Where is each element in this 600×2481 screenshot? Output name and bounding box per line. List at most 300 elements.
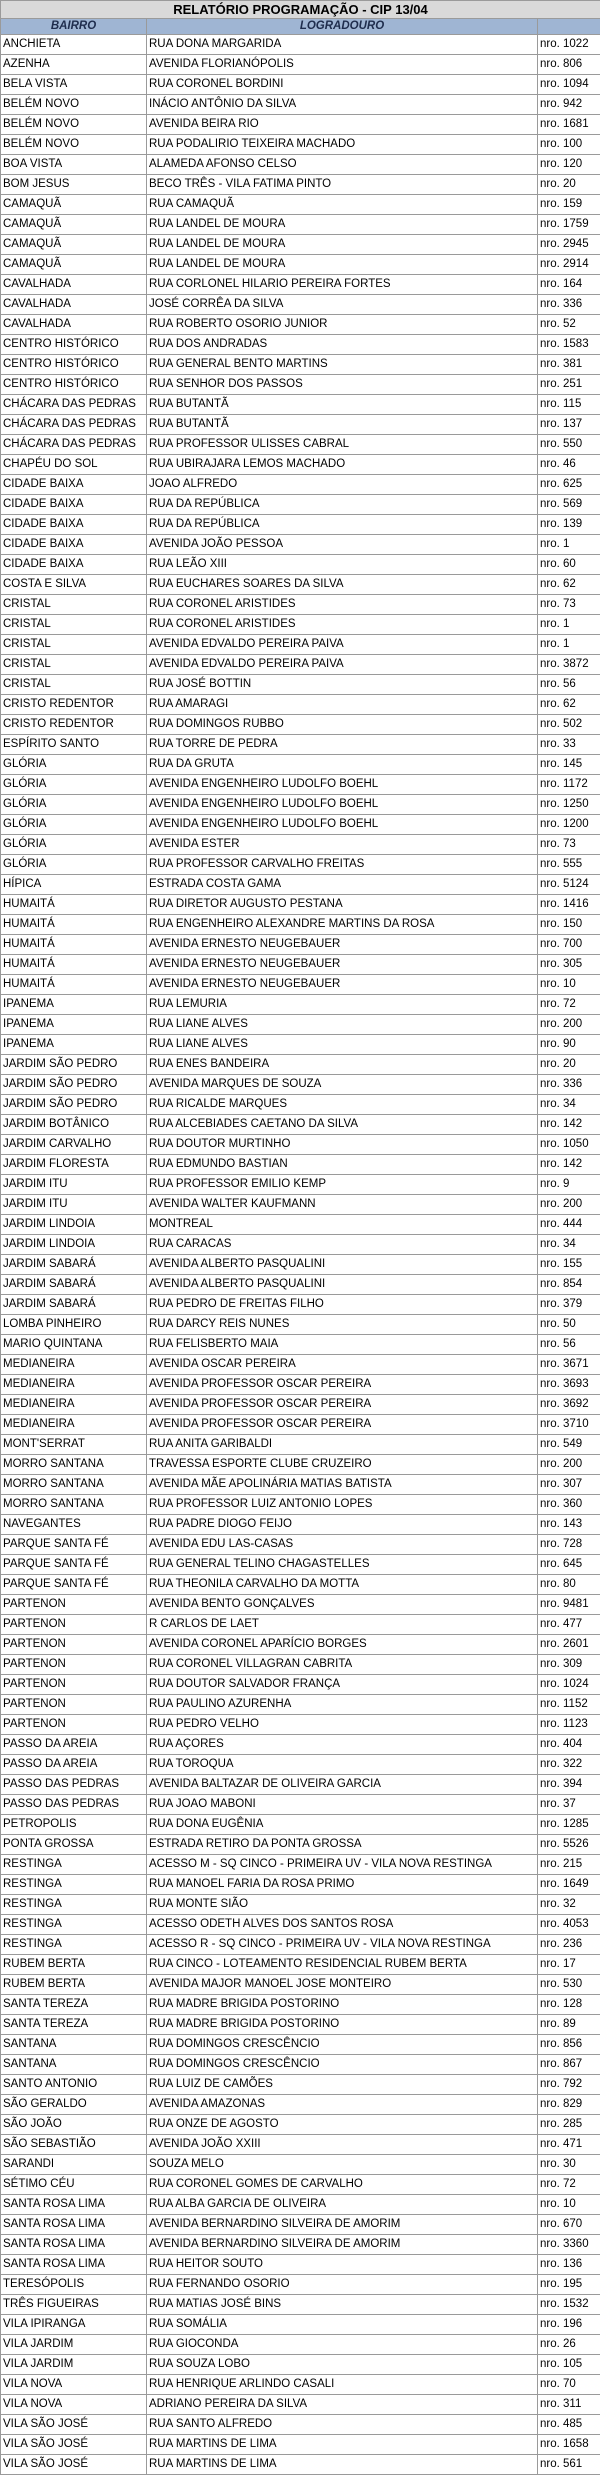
- cell-bairro: MORRO SANTANA: [1, 1475, 147, 1495]
- table-row: [1, 2415, 600, 2435]
- cell-numero: nro. 625: [538, 475, 600, 495]
- cell-bairro: PARTENON: [1, 1715, 147, 1735]
- cell-logradouro: RUA HEITOR SOUTO: [147, 2255, 538, 2275]
- cell-numero: nro. 444: [538, 1215, 600, 1235]
- cell-numero: nro. 89: [538, 2015, 600, 2035]
- cell-logradouro: RUA ROBERTO OSORIO JUNIOR: [147, 315, 538, 335]
- cell-bairro: GLÓRIA: [1, 755, 147, 775]
- cell-bairro: CHÁCARA DAS PEDRAS: [1, 415, 147, 435]
- cell-logradouro: RUA MATIAS JOSÉ BINS: [147, 2295, 538, 2315]
- cell-numero: nro. 62: [538, 575, 600, 595]
- cell-bairro: IPANEMA: [1, 995, 147, 1015]
- cell-numero: nro. 1123: [538, 1715, 600, 1735]
- cell-bairro: JARDIM ITU: [1, 1175, 147, 1195]
- cell-logradouro: RUA DOUTOR MURTINHO: [147, 1135, 538, 1155]
- cell-bairro: PETROPOLIS: [1, 1815, 147, 1835]
- cell-numero: nro. 30: [538, 2155, 600, 2175]
- table-row: [1, 575, 600, 595]
- cell-numero: nro. 379: [538, 1295, 600, 1315]
- table-row: [1, 775, 600, 795]
- table-row: [1, 175, 600, 195]
- cell-numero: nro. 100: [538, 135, 600, 155]
- cell-logradouro: RUA CORONEL ARISTIDES: [147, 595, 538, 615]
- column-header-logradouro: LOGRADOURO: [147, 19, 538, 35]
- cell-bairro: SANTA ROSA LIMA: [1, 2235, 147, 2255]
- cell-logradouro: AVENIDA ENGENHEIRO LUDOLFO BOEHL: [147, 815, 538, 835]
- cell-bairro: SANTANA: [1, 2035, 147, 2055]
- cell-bairro: SANTA TEREZA: [1, 2015, 147, 2035]
- cell-bairro: PARQUE SANTA FÉ: [1, 1555, 147, 1575]
- table-row: [1, 1035, 600, 1055]
- cell-logradouro: RUA DARCY REIS NUNES: [147, 1315, 538, 1335]
- cell-numero: nro. 394: [538, 1775, 600, 1795]
- cell-bairro: CENTRO HISTÓRICO: [1, 335, 147, 355]
- table-row: [1, 95, 600, 115]
- cell-logradouro: RUA GENERAL TELINO CHAGASTELLES: [147, 1555, 538, 1575]
- cell-bairro: JARDIM SÃO PEDRO: [1, 1095, 147, 1115]
- cell-bairro: SANTA ROSA LIMA: [1, 2195, 147, 2215]
- cell-bairro: JARDIM BOTÂNICO: [1, 1115, 147, 1135]
- cell-bairro: RESTINGA: [1, 1895, 147, 1915]
- table-row: [1, 135, 600, 155]
- table-row: [1, 1355, 600, 1375]
- table-row: [1, 895, 600, 915]
- cell-bairro: PARTENON: [1, 1675, 147, 1695]
- cell-logradouro: RUA GENERAL BENTO MARTINS: [147, 355, 538, 375]
- cell-logradouro: RUA LIANE ALVES: [147, 1035, 538, 1055]
- table-row: [1, 1635, 600, 1655]
- table-row: [1, 1995, 600, 2015]
- cell-bairro: CHÁCARA DAS PEDRAS: [1, 435, 147, 455]
- cell-numero: nro. 1022: [538, 35, 600, 55]
- cell-numero: nro. 2601: [538, 1635, 600, 1655]
- cell-numero: nro. 46: [538, 455, 600, 475]
- cell-numero: nro. 1: [538, 615, 600, 635]
- cell-logradouro: INÁCIO ANTÔNIO DA SILVA: [147, 95, 538, 115]
- cell-numero: nro. 728: [538, 1535, 600, 1555]
- cell-bairro: SANTO ANTONIO: [1, 2075, 147, 2095]
- cell-bairro: SANTA TEREZA: [1, 1995, 147, 2015]
- cell-bairro: RESTINGA: [1, 1935, 147, 1955]
- cell-logradouro: RUA PODALIRIO TEIXEIRA MACHADO: [147, 135, 538, 155]
- cell-bairro: RESTINGA: [1, 1875, 147, 1895]
- cell-logradouro: RUA PADRE DIOGO FEIJO: [147, 1515, 538, 1535]
- cell-logradouro: RUA DONA MARGARIDA: [147, 35, 538, 55]
- cell-logradouro: RUA DOS ANDRADAS: [147, 335, 538, 355]
- cell-numero: nro. 73: [538, 595, 600, 615]
- cell-logradouro: AVENIDA ALBERTO PASQUALINI: [147, 1275, 538, 1295]
- table-row: [1, 2315, 600, 2335]
- cell-logradouro: RUA DOMINGOS CRESCÊNCIO: [147, 2055, 538, 2075]
- table-row: [1, 915, 600, 935]
- cell-logradouro: AVENIDA EDU LAS-CASAS: [147, 1535, 538, 1555]
- cell-bairro: MEDIANEIRA: [1, 1355, 147, 1375]
- cell-logradouro: ADRIANO PEREIRA DA SILVA: [147, 2395, 538, 2415]
- cell-numero: nro. 73: [538, 835, 600, 855]
- cell-numero: nro. 1200: [538, 815, 600, 835]
- table-row: [1, 1835, 600, 1855]
- cell-bairro: PARTENON: [1, 1695, 147, 1715]
- cell-bairro: CENTRO HISTÓRICO: [1, 355, 147, 375]
- cell-numero: nro. 115: [538, 395, 600, 415]
- cell-logradouro: RUA ENGENHEIRO ALEXANDRE MARTINS DA ROSA: [147, 915, 538, 935]
- cell-logradouro: AVENIDA ERNESTO NEUGEBAUER: [147, 955, 538, 975]
- cell-logradouro: RUA ANITA GARIBALDI: [147, 1435, 538, 1455]
- cell-bairro: ANCHIETA: [1, 35, 147, 55]
- cell-bairro: JARDIM SÃO PEDRO: [1, 1055, 147, 1075]
- cell-logradouro: ACESSO R - SQ CINCO - PRIMEIRA UV - VILA NOVA RESTINGA: [147, 1935, 538, 1955]
- cell-logradouro: RUA CORLONEL HILARIO PEREIRA FORTES: [147, 275, 538, 295]
- cell-numero: nro. 471: [538, 2135, 600, 2155]
- cell-bairro: MORRO SANTANA: [1, 1495, 147, 1515]
- cell-numero: nro. 285: [538, 2115, 600, 2135]
- table-row: [1, 2455, 600, 2475]
- table-row: [1, 1855, 600, 1875]
- cell-logradouro: RUA PAULINO AZURENHA: [147, 1695, 538, 1715]
- cell-logradouro: ACESSO M - SQ CINCO - PRIMEIRA UV - VILA NOVA RESTINGA: [147, 1855, 538, 1875]
- cell-logradouro: AVENIDA WALTER KAUFMANN: [147, 1195, 538, 1215]
- table-row: [1, 1055, 600, 1075]
- cell-numero: nro. 530: [538, 1975, 600, 1995]
- cell-bairro: CIDADE BAIXA: [1, 495, 147, 515]
- cell-logradouro: RUA DONA EUGÊNIA: [147, 1815, 538, 1835]
- cell-numero: nro. 34: [538, 1235, 600, 1255]
- table-row: [1, 255, 600, 275]
- table-row: [1, 1175, 600, 1195]
- cell-bairro: BELÉM NOVO: [1, 135, 147, 155]
- table-row: [1, 1335, 600, 1355]
- cell-bairro: CRISTO REDENTOR: [1, 695, 147, 715]
- cell-numero: nro. 164: [538, 275, 600, 295]
- cell-logradouro: RUA LUIZ DE CAMÕES: [147, 2075, 538, 2095]
- cell-logradouro: MONTREAL: [147, 1215, 538, 1235]
- cell-numero: nro. 1: [538, 635, 600, 655]
- cell-logradouro: AVENIDA MARQUES DE SOUZA: [147, 1075, 538, 1095]
- cell-numero: nro. 1583: [538, 335, 600, 355]
- cell-bairro: PARTENON: [1, 1595, 147, 1615]
- cell-bairro: PASSO DAS PEDRAS: [1, 1775, 147, 1795]
- cell-bairro: BELA VISTA: [1, 75, 147, 95]
- cell-numero: nro. 128: [538, 1995, 600, 2015]
- cell-bairro: CAVALHADA: [1, 315, 147, 335]
- table-row: [1, 1075, 600, 1095]
- cell-bairro: HUMAITÁ: [1, 915, 147, 935]
- cell-logradouro: RUA LANDEL DE MOURA: [147, 235, 538, 255]
- cell-logradouro: RUA TORRE DE PEDRA: [147, 735, 538, 755]
- cell-bairro: BELÉM NOVO: [1, 95, 147, 115]
- table-row: [1, 2115, 600, 2135]
- cell-bairro: HUMAITÁ: [1, 955, 147, 975]
- cell-bairro: CRISTO REDENTOR: [1, 715, 147, 735]
- table-row: [1, 1375, 600, 1395]
- cell-numero: nro. 26: [538, 2335, 600, 2355]
- cell-bairro: CAMAQUÃ: [1, 215, 147, 235]
- cell-logradouro: RUA PROFESSOR ULISSES CABRAL: [147, 435, 538, 455]
- cell-bairro: CENTRO HISTÓRICO: [1, 375, 147, 395]
- cell-numero: nro. 477: [538, 1615, 600, 1635]
- table-row: [1, 375, 600, 395]
- table-row: [1, 2295, 600, 2315]
- table-row: [1, 2355, 600, 2375]
- cell-numero: nro. 1152: [538, 1695, 600, 1715]
- cell-logradouro: RUA JOAO MABONI: [147, 1795, 538, 1815]
- cell-numero: nro. 856: [538, 2035, 600, 2055]
- table-row: [1, 215, 600, 235]
- cell-bairro: PARTENON: [1, 1635, 147, 1655]
- cell-numero: nro. 1649: [538, 1875, 600, 1895]
- table-row: [1, 35, 600, 55]
- cell-numero: nro. 20: [538, 175, 600, 195]
- cell-numero: nro. 1094: [538, 75, 600, 95]
- cell-numero: nro. 1681: [538, 115, 600, 135]
- cell-bairro: PASSO DA AREIA: [1, 1755, 147, 1775]
- cell-logradouro: AVENIDA ALBERTO PASQUALINI: [147, 1255, 538, 1275]
- table-row: [1, 1915, 600, 1935]
- table-row: [1, 475, 600, 495]
- table-row: [1, 1975, 600, 1995]
- cell-logradouro: RUA CORONEL ARISTIDES: [147, 615, 538, 635]
- cell-logradouro: RUA MADRE BRIGIDA POSTORINO: [147, 2015, 538, 2035]
- cell-bairro: SÉTIMO CÉU: [1, 2175, 147, 2195]
- cell-bairro: VILA SÃO JOSÉ: [1, 2435, 147, 2455]
- cell-bairro: CRISTAL: [1, 635, 147, 655]
- cell-numero: nro. 62: [538, 695, 600, 715]
- cell-numero: nro. 236: [538, 1935, 600, 1955]
- cell-bairro: GLÓRIA: [1, 775, 147, 795]
- cell-logradouro: ESTRADA COSTA GAMA: [147, 875, 538, 895]
- cell-bairro: PARQUE SANTA FÉ: [1, 1535, 147, 1555]
- table-row: [1, 595, 600, 615]
- table-row: [1, 435, 600, 455]
- cell-numero: nro. 550: [538, 435, 600, 455]
- cell-bairro: CAMAQUÃ: [1, 255, 147, 275]
- table-row: [1, 2395, 600, 2415]
- cell-numero: nro. 56: [538, 1335, 600, 1355]
- table-row: [1, 1575, 600, 1595]
- cell-numero: nro. 806: [538, 55, 600, 75]
- cell-logradouro: RUA DA REPÚBLICA: [147, 515, 538, 535]
- cell-numero: nro. 9481: [538, 1595, 600, 1615]
- table-row: [1, 1695, 600, 1715]
- cell-logradouro: RUA AÇORES: [147, 1735, 538, 1755]
- cell-bairro: JARDIM CARVALHO: [1, 1135, 147, 1155]
- cell-logradouro: JOSÉ CORRÊA DA SILVA: [147, 295, 538, 315]
- cell-logradouro: RUA ALBA GARCIA DE OLIVEIRA: [147, 2195, 538, 2215]
- cell-logradouro: RUA DOMINGOS CRESCÊNCIO: [147, 2035, 538, 2055]
- cell-logradouro: ESTRADA RETIRO DA PONTA GROSSA: [147, 1835, 538, 1855]
- cell-logradouro: RUA SOMÁLIA: [147, 2315, 538, 2335]
- cell-logradouro: AVENIDA CORONEL APARÍCIO BORGES: [147, 1635, 538, 1655]
- cell-numero: nro. 33: [538, 735, 600, 755]
- cell-numero: nro. 502: [538, 715, 600, 735]
- table-row: [1, 935, 600, 955]
- cell-logradouro: RUA EUCHARES SOARES DA SILVA: [147, 575, 538, 595]
- table-row: [1, 1675, 600, 1695]
- cell-numero: nro. 195: [538, 2275, 600, 2295]
- cell-bairro: RESTINGA: [1, 1915, 147, 1935]
- cell-bairro: BOM JESUS: [1, 175, 147, 195]
- cell-bairro: JARDIM SABARÁ: [1, 1255, 147, 1275]
- cell-numero: nro. 322: [538, 1755, 600, 1775]
- table-row: [1, 1155, 600, 1175]
- table-row: [1, 2095, 600, 2115]
- cell-logradouro: AVENIDA ERNESTO NEUGEBAUER: [147, 935, 538, 955]
- table-row: [1, 335, 600, 355]
- cell-bairro: MEDIANEIRA: [1, 1395, 147, 1415]
- column-header-bairro: BAIRRO: [1, 19, 147, 35]
- cell-bairro: PONTA GROSSA: [1, 1835, 147, 1855]
- cell-bairro: MEDIANEIRA: [1, 1415, 147, 1435]
- table-row: [1, 515, 600, 535]
- cell-logradouro: AVENIDA ENGENHEIRO LUDOLFO BOEHL: [147, 775, 538, 795]
- cell-numero: nro. 1050: [538, 1135, 600, 1155]
- cell-numero: nro. 145: [538, 755, 600, 775]
- cell-bairro: VILA NOVA: [1, 2375, 147, 2395]
- cell-numero: nro. 2945: [538, 235, 600, 255]
- cell-logradouro: AVENIDA EDVALDO PEREIRA PAIVA: [147, 635, 538, 655]
- table-row: [1, 735, 600, 755]
- cell-bairro: HÍPICA: [1, 875, 147, 895]
- table-row: [1, 955, 600, 975]
- cell-logradouro: RUA PEDRO DE FREITAS FILHO: [147, 1295, 538, 1315]
- cell-logradouro: RUA CINCO - LOTEAMENTO RESIDENCIAL RUBEM BERTA: [147, 1955, 538, 1975]
- cell-logradouro: AVENIDA PROFESSOR OSCAR PEREIRA: [147, 1395, 538, 1415]
- cell-bairro: JARDIM ITU: [1, 1195, 147, 1215]
- cell-logradouro: AVENIDA FLORIANÓPOLIS: [147, 55, 538, 75]
- cell-bairro: CRISTAL: [1, 615, 147, 635]
- cell-numero: nro. 200: [538, 1195, 600, 1215]
- cell-numero: nro. 72: [538, 2175, 600, 2195]
- table-row: [1, 195, 600, 215]
- cell-bairro: CIDADE BAIXA: [1, 555, 147, 575]
- cell-numero: nro. 1416: [538, 895, 600, 915]
- cell-numero: nro. 309: [538, 1655, 600, 1675]
- cell-logradouro: RUA ENES BANDEIRA: [147, 1055, 538, 1075]
- table-row: [1, 1015, 600, 1035]
- cell-numero: nro. 2914: [538, 255, 600, 275]
- table-row: [1, 1935, 600, 1955]
- cell-numero: nro. 1172: [538, 775, 600, 795]
- table-row: [1, 415, 600, 435]
- cell-logradouro: RUA FELISBERTO MAIA: [147, 1335, 538, 1355]
- report-title: RELATÓRIO PROGRAMAÇÃO - CIP 13/04: [1, 1, 600, 19]
- cell-logradouro: RUA LEMURIA: [147, 995, 538, 1015]
- cell-logradouro: RUA THEONILA CARVALHO DA MOTTA: [147, 1575, 538, 1595]
- cell-bairro: JARDIM SABARÁ: [1, 1295, 147, 1315]
- cell-bairro: IPANEMA: [1, 1035, 147, 1055]
- cell-numero: nro. 70: [538, 2375, 600, 2395]
- table-row: [1, 1215, 600, 1235]
- cell-numero: nro. 1759: [538, 215, 600, 235]
- cell-numero: nro. 120: [538, 155, 600, 175]
- cell-bairro: JARDIM LINDOIA: [1, 1215, 147, 1235]
- cell-numero: nro. 404: [538, 1735, 600, 1755]
- cell-logradouro: AVENIDA EDVALDO PEREIRA PAIVA: [147, 655, 538, 675]
- cell-numero: nro. 37: [538, 1795, 600, 1815]
- table-row: [1, 1255, 600, 1275]
- cell-bairro: RUBEM BERTA: [1, 1975, 147, 1995]
- cell-bairro: SANTA ROSA LIMA: [1, 2215, 147, 2235]
- cell-numero: nro. 305: [538, 955, 600, 975]
- cell-bairro: HUMAITÁ: [1, 975, 147, 995]
- cell-numero: nro. 381: [538, 355, 600, 375]
- cell-bairro: IPANEMA: [1, 1015, 147, 1035]
- table-row: [1, 755, 600, 775]
- cell-bairro: PARQUE SANTA FÉ: [1, 1575, 147, 1595]
- table-row: [1, 1535, 600, 1555]
- cell-logradouro: AVENIDA MÃE APOLINÁRIA MATIAS BATISTA: [147, 1475, 538, 1495]
- table-row: [1, 2255, 600, 2275]
- table-row: [1, 495, 600, 515]
- table-row: [1, 675, 600, 695]
- table-row: [1, 2275, 600, 2295]
- table-row: [1, 2015, 600, 2035]
- cell-bairro: PASSO DA AREIA: [1, 1735, 147, 1755]
- cell-bairro: SANTA ROSA LIMA: [1, 2255, 147, 2275]
- cell-logradouro: RUA SANTO ALFREDO: [147, 2415, 538, 2435]
- cell-bairro: VILA SÃO JOSÉ: [1, 2455, 147, 2475]
- table-row: [1, 75, 600, 95]
- cell-logradouro: RUA PEDRO VELHO: [147, 1715, 538, 1735]
- table-row: [1, 1295, 600, 1315]
- table-row: [1, 1735, 600, 1755]
- cell-bairro: VILA IPIRANGA: [1, 2315, 147, 2335]
- table-row: [1, 635, 600, 655]
- cell-numero: nro. 555: [538, 855, 600, 875]
- header-row: [1, 19, 600, 35]
- table-row: [1, 1275, 600, 1295]
- table-row: [1, 695, 600, 715]
- cell-bairro: RUBEM BERTA: [1, 1955, 147, 1975]
- cell-logradouro: RUA BUTANTÃ: [147, 415, 538, 435]
- cell-numero: nro. 1532: [538, 2295, 600, 2315]
- cell-logradouro: RUA AMARAGI: [147, 695, 538, 715]
- cell-bairro: SARANDI: [1, 2155, 147, 2175]
- cell-logradouro: ALAMEDA AFONSO CELSO: [147, 155, 538, 175]
- cell-logradouro: RUA BUTANTÃ: [147, 395, 538, 415]
- table-row: [1, 795, 600, 815]
- table-row: [1, 275, 600, 295]
- cell-bairro: ESPÍRITO SANTO: [1, 735, 147, 755]
- cell-logradouro: RUA EDMUNDO BASTIAN: [147, 1155, 538, 1175]
- cell-bairro: MONT'SERRAT: [1, 1435, 147, 1455]
- cell-numero: nro. 1658: [538, 2435, 600, 2455]
- table-row: [1, 2155, 600, 2175]
- table-row: [1, 715, 600, 735]
- table-row: [1, 1195, 600, 1215]
- cell-logradouro: R CARLOS DE LAET: [147, 1615, 538, 1635]
- cell-numero: nro. 1024: [538, 1675, 600, 1695]
- table-row: [1, 1555, 600, 1575]
- table-row: [1, 155, 600, 175]
- cell-numero: nro. 52: [538, 315, 600, 335]
- table-row: [1, 395, 600, 415]
- cell-numero: nro. 251: [538, 375, 600, 395]
- cell-numero: nro. 3360: [538, 2235, 600, 2255]
- cell-numero: nro. 307: [538, 1475, 600, 1495]
- cell-numero: nro. 1285: [538, 1815, 600, 1835]
- cell-numero: nro. 137: [538, 415, 600, 435]
- cell-numero: nro. 200: [538, 1455, 600, 1475]
- cell-bairro: MEDIANEIRA: [1, 1375, 147, 1395]
- cell-logradouro: RUA LIANE ALVES: [147, 1015, 538, 1035]
- cell-numero: nro. 829: [538, 2095, 600, 2115]
- table-row: [1, 2375, 600, 2395]
- cell-numero: nro. 867: [538, 2055, 600, 2075]
- cell-bairro: LOMBA PINHEIRO: [1, 1315, 147, 1335]
- cell-numero: nro. 1250: [538, 795, 600, 815]
- cell-numero: nro. 3692: [538, 1395, 600, 1415]
